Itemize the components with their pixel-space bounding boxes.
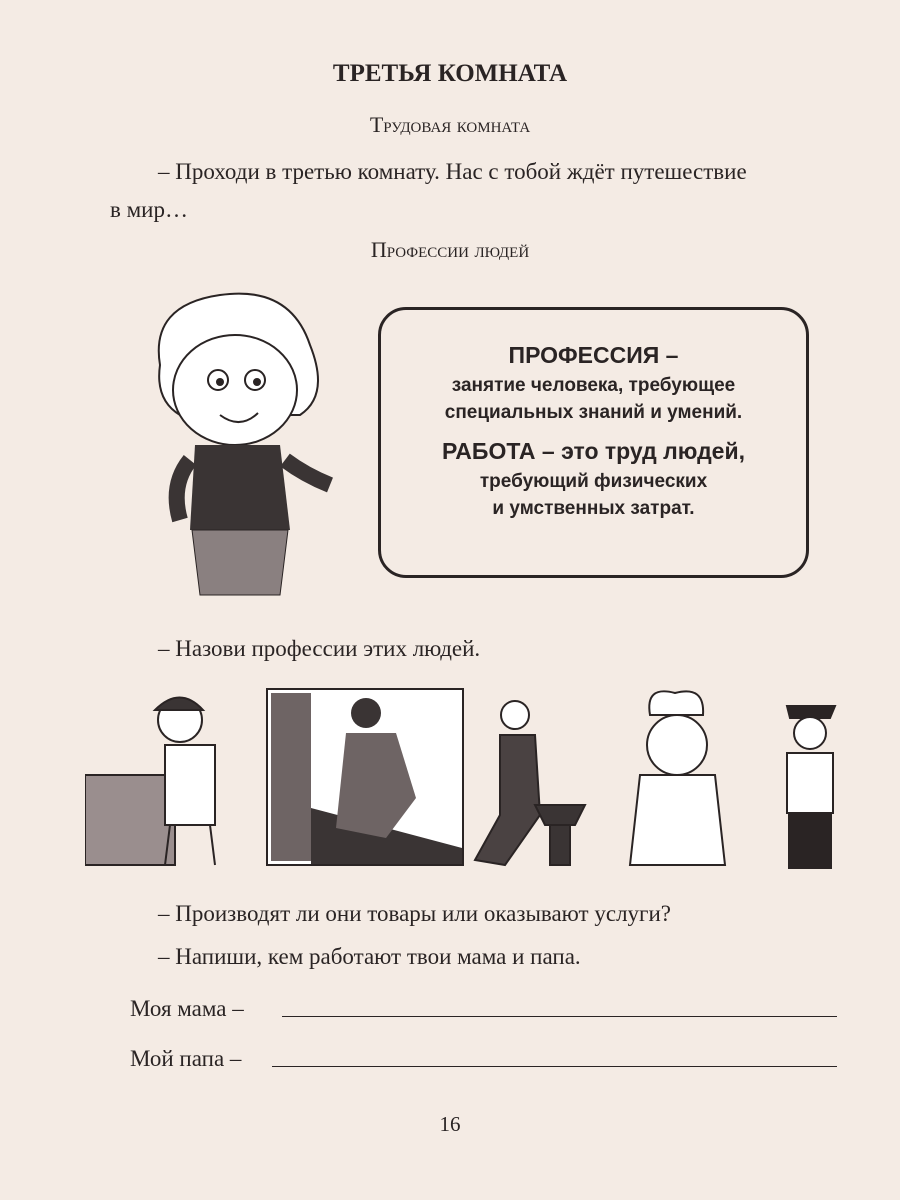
mom-label: Моя мама – bbox=[130, 996, 244, 1021]
intro-line-1: – Проходи в третью комнату. Нас с тобой ждёт путешествие bbox=[158, 159, 747, 184]
definition-box bbox=[378, 307, 809, 578]
profession-def-line-1: занятие человека, требующее bbox=[451, 375, 736, 396]
boy-illustration bbox=[140, 285, 350, 615]
profession-def-line-2: специальных знаний и умений. bbox=[444, 402, 743, 423]
page-number: 16 bbox=[439, 1112, 461, 1136]
term-profession: ПРОФЕССИЯ – bbox=[508, 342, 679, 368]
subtitle: Трудовая комната bbox=[369, 112, 531, 137]
page-title: ТРЕТЬЯ КОМНАТА bbox=[332, 60, 568, 87]
work-def-line-2: требующий физических bbox=[479, 471, 708, 492]
section-title: Профессии людей bbox=[370, 237, 530, 262]
dad-answer-line[interactable] bbox=[272, 1066, 837, 1067]
work-def-line-3: и умственных затрат. bbox=[492, 498, 695, 519]
police-officer-illustration bbox=[775, 688, 850, 870]
dad-label: Мой папа – bbox=[130, 1046, 242, 1071]
bricklayer-illustration bbox=[85, 685, 230, 870]
task-goods-or-services: – Производят ли они товары или оказывают услуги? bbox=[158, 901, 671, 926]
intro-line-2: в мир… bbox=[110, 197, 188, 222]
task-name-professions: – Назови профессии этих людей. bbox=[158, 636, 481, 661]
term-work: РАБОТА – это труд людей, bbox=[441, 438, 746, 464]
cook-illustration bbox=[615, 685, 740, 870]
stonemason-illustration bbox=[266, 688, 464, 866]
blacksmith-illustration bbox=[465, 695, 600, 870]
task-parents-jobs: – Напиши, кем работают твои мама и папа. bbox=[158, 944, 581, 969]
mom-answer-line[interactable] bbox=[282, 1016, 837, 1017]
